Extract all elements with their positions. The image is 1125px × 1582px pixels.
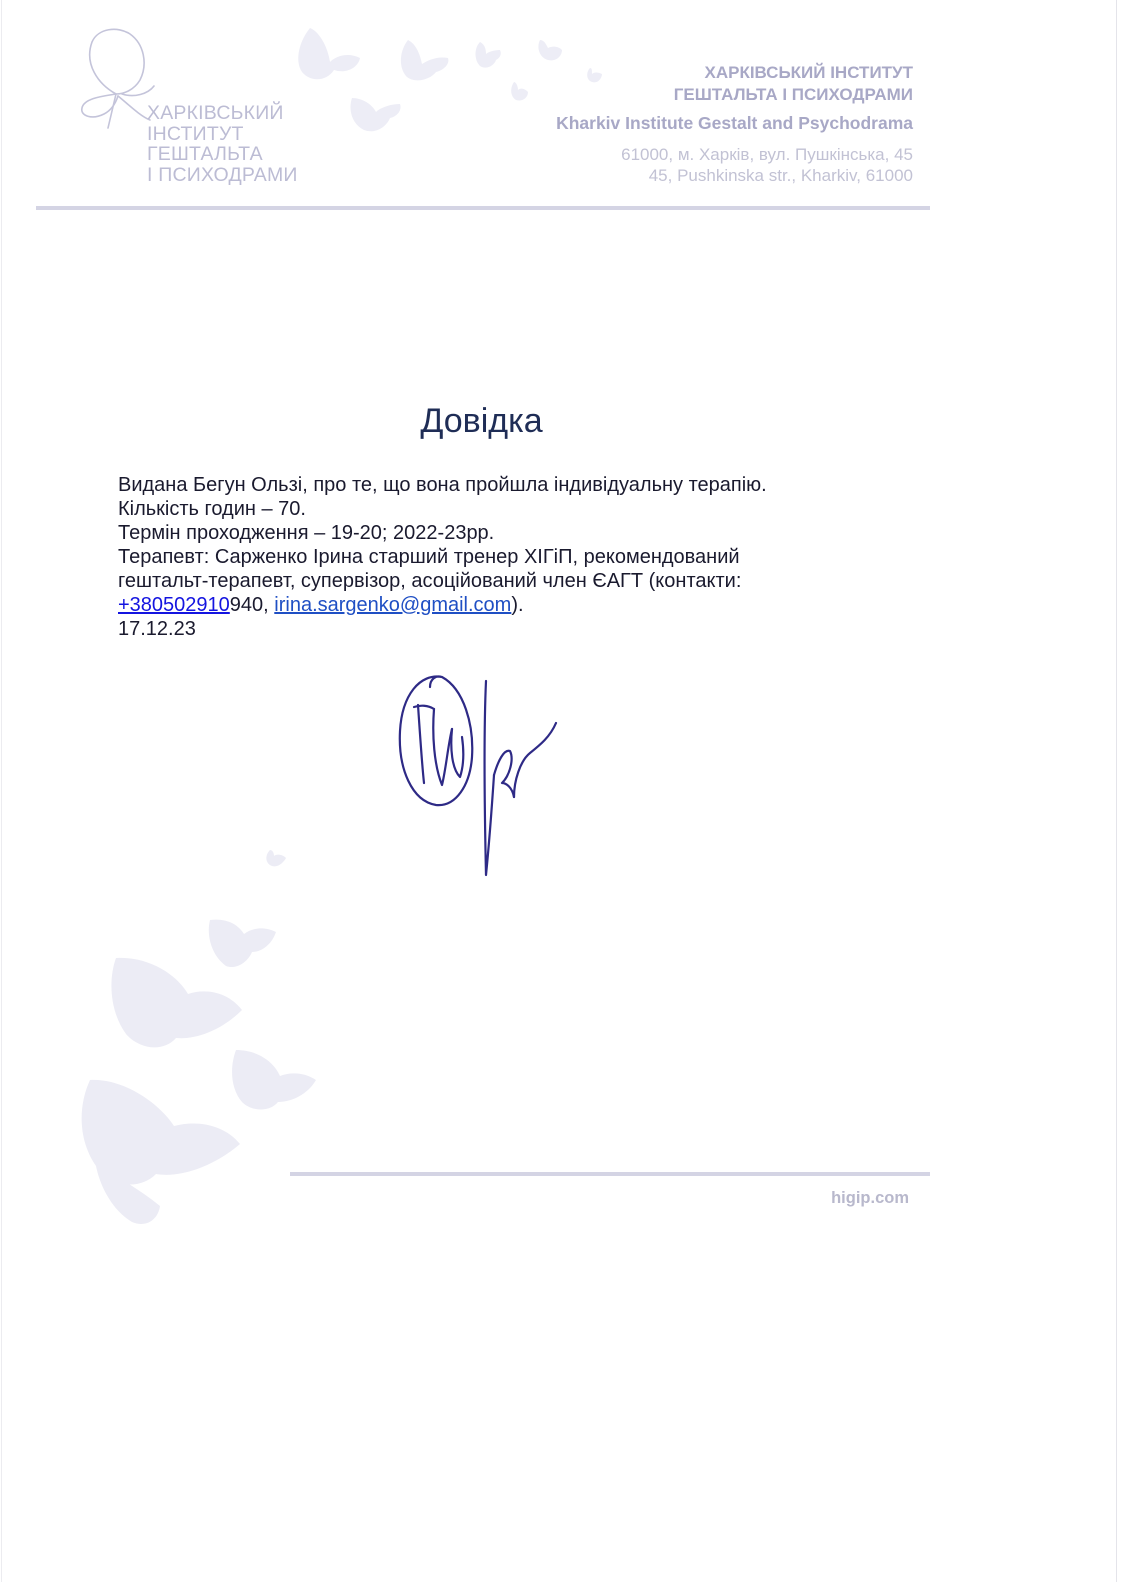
institute-name-ua-line1: ХАРКІВСЬКИЙ ІНСТИТУТ bbox=[704, 63, 913, 82]
logo-line-3: ГЕШТАЛЬТА bbox=[147, 143, 263, 165]
phone-rest: 940, bbox=[229, 594, 275, 616]
body-line-therapist: Терапевт: Сарженко Ірина старший тренер ХІГіП, рекомендований bbox=[118, 546, 740, 568]
page-right-edge bbox=[1116, 0, 1117, 1582]
document-title: Довідка bbox=[420, 402, 543, 440]
page-left-edge bbox=[1, 0, 2, 1582]
footer-divider bbox=[290, 1172, 930, 1176]
logo-line-1: ХАРКІВСЬКИЙ bbox=[147, 102, 284, 124]
document-body bbox=[118, 473, 838, 641]
logo-line-2: ІНСТИТУТ bbox=[147, 122, 244, 145]
body-line-therapist-cont: гештальт-терапевт, супервізор, асоційований член ЄАГТ (контакти: bbox=[118, 570, 742, 592]
header-divider bbox=[36, 206, 930, 210]
address-ua: 61000, м. Харків, вул. Пушкінська, 45 bbox=[621, 145, 913, 164]
document-date: 17.12.23 bbox=[118, 618, 196, 640]
body-line-term: Термін проходження – 19-20; 2022-23рр. bbox=[118, 522, 495, 544]
logo-wordmark bbox=[147, 103, 298, 185]
email-link[interactable]: irina.sargenko@gmail.com bbox=[274, 594, 512, 616]
body-line-issued: Видана Бегун Ользі, про те, що вона пройшла індивідуальну терапію. bbox=[118, 474, 767, 496]
footer-website: higip.com bbox=[831, 1189, 909, 1207]
logo-line-4: І ПСИХОДРАМИ bbox=[147, 163, 298, 186]
institute-name-en: Kharkiv Institute Gestalt and Psychodrama bbox=[556, 113, 913, 133]
signature-icon bbox=[390, 665, 570, 885]
body-line-hours: Кількість годин – 70. bbox=[118, 498, 306, 520]
institute-header bbox=[556, 62, 913, 186]
address-en: 45, Pushkinska str., Kharkiv, 61000 bbox=[648, 166, 913, 185]
footer-decorative-butterflies-icon bbox=[60, 840, 360, 1240]
body-line-contacts bbox=[118, 593, 838, 617]
contacts-close: ). bbox=[511, 594, 524, 616]
institute-name-ua-line2: ГЕШТАЛЬТА І ПСИХОДРАМИ bbox=[673, 85, 913, 104]
phone-link[interactable]: +380502910 bbox=[118, 594, 230, 616]
